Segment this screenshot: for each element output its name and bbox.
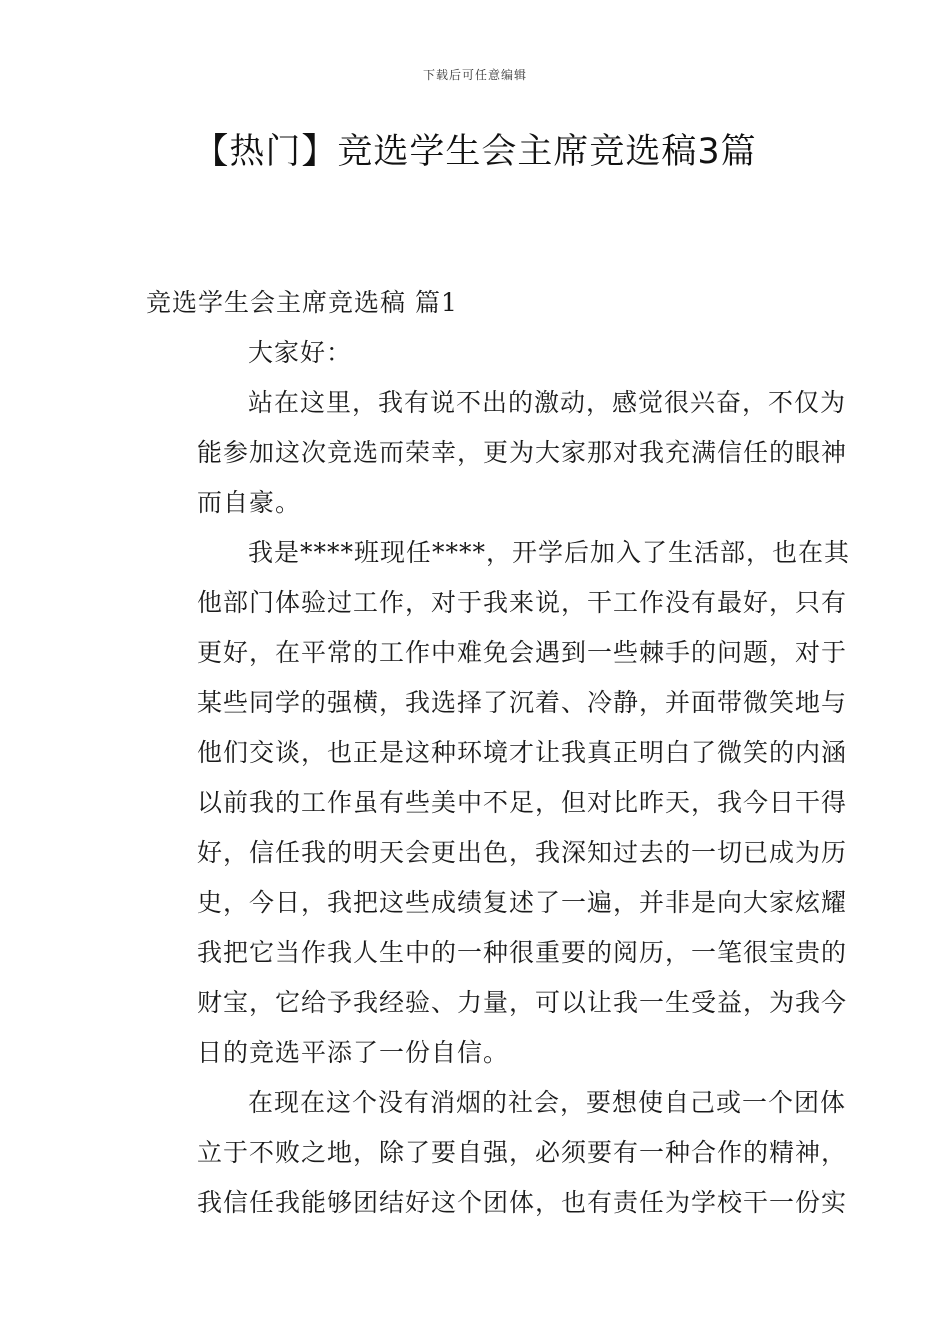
text-line: 某些同学的强横，我选择了沉着、冷静，并面带微笑地与 xyxy=(197,688,848,717)
text-line: 我是****班现任****，开学后加入了生活部，也在其 xyxy=(248,538,851,567)
text-line: 以前我的工作虽有些美中不足，但对比昨天，我今日干得 xyxy=(197,788,848,817)
text-line: 好，信任我的明天会更出色，我深知过去的一切已成为历 xyxy=(197,838,848,867)
document-body xyxy=(146,278,851,1228)
text-line: 在现在这个没有消烟的社会，要想使自己或一个团体 xyxy=(248,1088,847,1117)
text-line: 立于不败之地，除了要自强，必须要有一种合作的精神， xyxy=(197,1138,848,1167)
paragraph-experience xyxy=(146,528,851,1078)
paragraph-greeting xyxy=(146,328,811,378)
text-line: 我把它当作我人生中的一种很重要的阅历，一笔很宝贵的 xyxy=(197,938,848,967)
text-line: 史，今日，我把这些成绩复述了一遍，并非是向大家炫耀 xyxy=(197,888,848,917)
text-line: 大家好： xyxy=(248,338,353,367)
paragraph-intro xyxy=(146,378,848,528)
text-line: 他部门体验过工作，对于我来说，干工作没有最好，只有 xyxy=(197,588,848,617)
text-line: 他们交谈，也正是这种环境才让我真正明白了微笑的内涵 xyxy=(197,738,848,767)
text-line: 站在这里，我有说不出的激动，感觉很兴奋，不仅为 xyxy=(248,388,847,417)
text-line: 日的竞选平添了一份自信。 xyxy=(197,1038,510,1067)
text-line: 能参加这次竞选而荣幸，更为大家那对我充满信任的眼神 xyxy=(197,438,848,467)
text-line: 而自豪。 xyxy=(197,488,302,517)
header-note: 下载后可任意编辑 xyxy=(422,68,527,82)
text-line: 我信任我能够团结好这个团体，也有责任为学校干一份实 xyxy=(197,1188,848,1217)
document-title: 【热门】竞选学生会主席竞选稿3篇 xyxy=(193,132,757,172)
text-line: 财宝，它给予我经验、力量，可以让我一生受益，为我今 xyxy=(197,988,848,1017)
paragraph-teamwork xyxy=(146,1078,848,1228)
section-heading: 竞选学生会主席竞选稿 篇1 xyxy=(146,288,458,317)
text-line: 更好，在平常的工作中难免会遇到一些棘手的问题，对于 xyxy=(197,638,848,667)
